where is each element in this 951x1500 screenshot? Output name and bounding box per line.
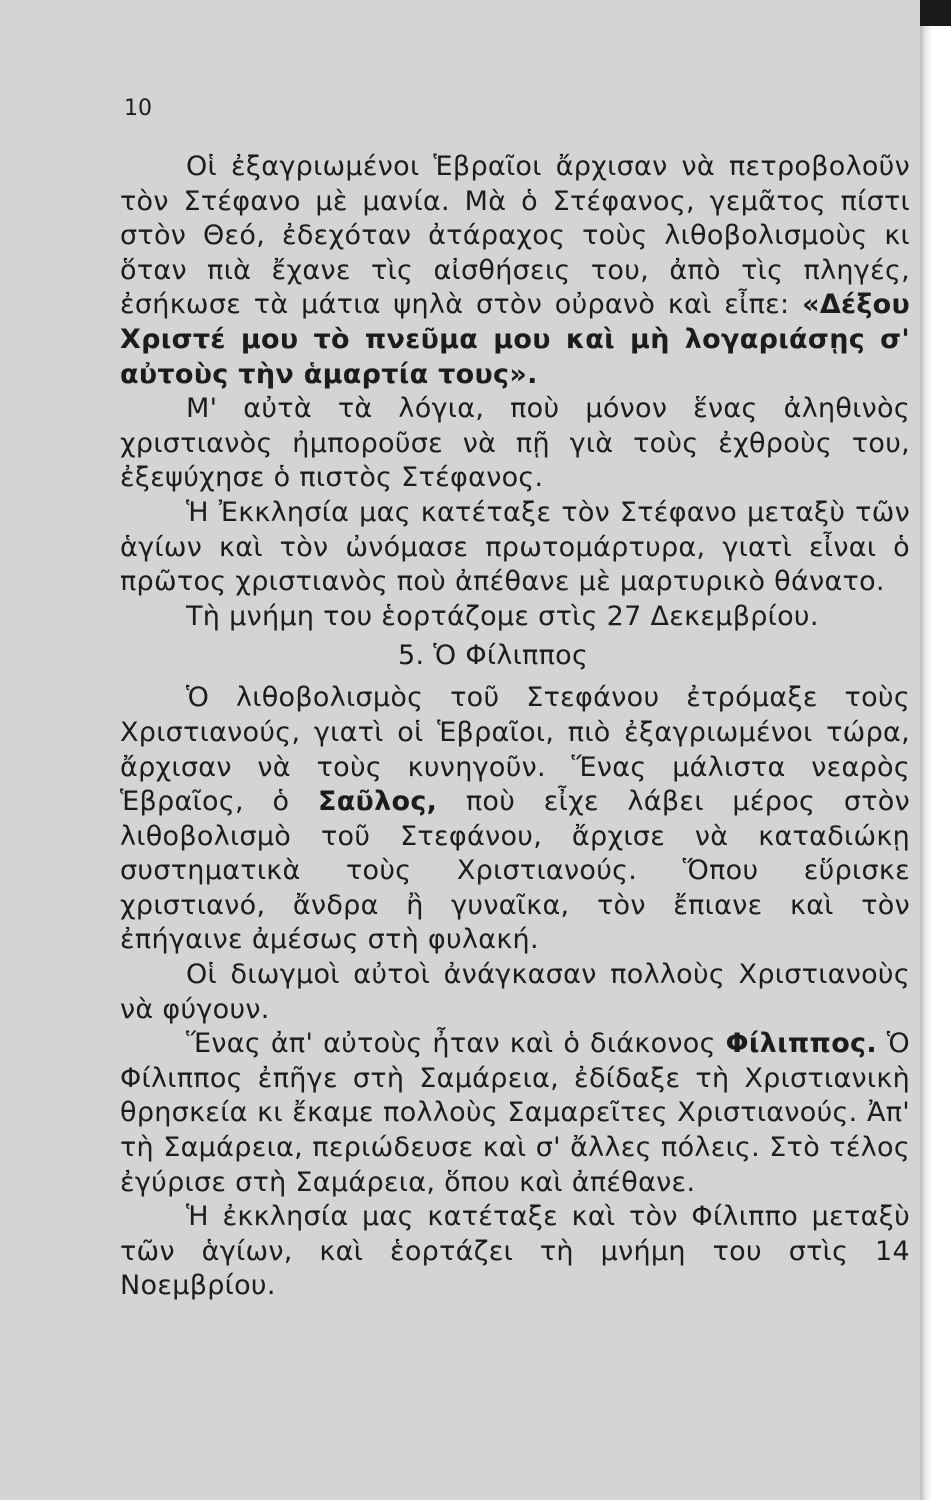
paragraph-last-words: Μ' αὐτὰ τὰ λόγια, ποὺ μόνον ἕνας ἀληθινὸς χριστιανὸς ἠμποροῦσε νὰ πῇ γιὰ τοὺς ἐχθροὺς του, ἐξεψύχησε ὁ πιστὸς Στέφανος. — [120, 393, 910, 494]
name-saul: Σαῦλος, — [317, 786, 438, 818]
binding-mark — [920, 0, 951, 26]
page-text — [120, 150, 910, 1304]
paragraph-fleeing: Οἱ διωγμοὶ αὐτοὶ ἀνάγκασαν πολλοὺς Χριστιανοὺς νὰ φύγουν. — [120, 959, 910, 1025]
page-number: 10 — [124, 96, 152, 121]
paragraph-text: ποὺ εἶχε λάβει μέρος στὸν λιθοβολισμὸ τοῦ Στεφάνου, ἄρχισε νὰ καταδιώκῃ συστηματικὰ τοὺς Χριστιανούς. Ὅπου εὕρισκε χριστιανό, ἄνδρα ἢ γυναῖκα, τὸν ἔπιανε καὶ τὸν ἐπήγαινε ἀμέσως στὴ φυλακή. — [120, 786, 910, 956]
paragraph-text: Ὁ λιθοβολισμὸς τοῦ Στεφάνου ἐτρόμαξε τοὺς Χριστιανούς, γιατὶ οἱ Ἑβραῖοι, πιὸ ἐξαγριωμένοι τώρα, ἄρχισαν νὰ τοὺς κυνηγοῦν. Ἕνας μάλιστα νεαρὸς Ἑβραῖος, ὁ — [120, 682, 910, 818]
paragraph-persecution — [120, 681, 910, 958]
paragraph-philip-feast: Ἡ ἐκκλησία μας κατέταξε καὶ τὸν Φίλιππο μεταξὺ τῶν ἁγίων, καὶ ἑορτάζει τὴ μνήμη του στὶς 14 Νοεμβρίου. — [120, 1201, 910, 1302]
stephen-prayer-quote: «Δέξου Χριστέ μου τὸ πνεῦμα μου καὶ μὴ λογαριάσῃς σ' αὐτοὺς τὴν ἁμαρτία τους». — [120, 289, 910, 390]
page-edge — [920, 0, 951, 1500]
paragraph-stoning — [120, 150, 910, 392]
section-heading-philip: 5. Ὁ Φίλιππος — [398, 640, 589, 672]
paragraph-text: Ὁ Φίλιππος ἐπῆγε στὴ Σαμάρεια, ἐδίδαξε τὴ Χριστιανικὴ θρησκεία κι ἔκαμε πολλοὺς Σαμαρεῖτες Χριστιανούς. Ἀπ' τὴ Σαμάρεια, περιώδευσε καὶ σ' ἄλλες πόλεις. Στὸ τέλος ἐγύρισε στὴ Σαμάρεια, ὅπου καὶ ἀπέθανε. — [120, 1028, 910, 1198]
name-philip: Φίλιππος. — [725, 1028, 877, 1060]
paragraph-text: Ἕνας ἀπ' αὐτοὺς ἦταν καὶ ὁ διάκονος — [186, 1028, 726, 1060]
paragraph-text: Οἱ ἐξαγριωμένοι Ἑβραῖοι ἄρχισαν νὰ πετροβολοῦν τὸν Στέφανο μὲ μανία. Μὰ ὁ Στέφανος, γεμᾶτος πίστι στὸν Θεό, ἐδεχόταν ἀτάραχος τοὺς λιθοβολισμοὺς κι ὅταν πιὰ ἔχανε τὶς αἰσθήσεις του, ἀπὸ τὶς πληγές, ἐσήκωσε τὰ μάτια ψηλὰ στὸν οὐρανὸ καὶ εἶπε: — [120, 151, 910, 321]
paragraph-feast-day: Τὴ μνήμη του ἑορτάζομε στὶς 27 Δεκεμβρίου. — [186, 600, 819, 632]
paragraph-protomartyr: Ἡ Ἐκκλησία μας κατέταξε τὸν Στέφανο μεταξὺ τῶν ἁγίων καὶ τὸν ὠνόμασε πρωτομάρτυρα, γιατὶ εἶναι ὁ πρῶτος χριστιανὸς ποὺ ἀπέθανε μὲ μαρτυρικὸ θάνατο. — [120, 496, 910, 598]
paragraph-philip-samaria — [120, 1027, 910, 1200]
